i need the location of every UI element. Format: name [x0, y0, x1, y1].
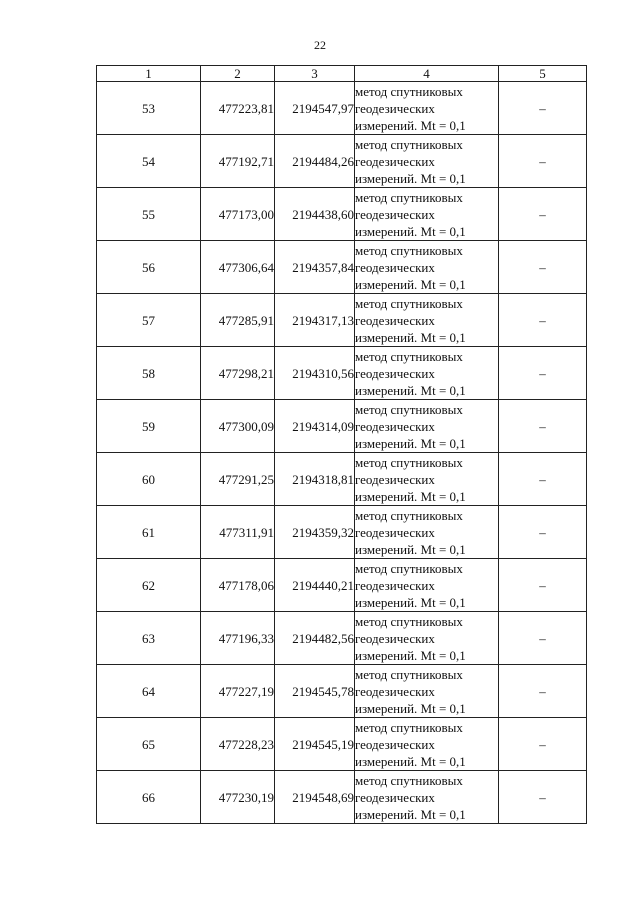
method-cell: метод спутниковых геодезических измерений. Mt = 0,1 [355, 453, 499, 506]
y-coordinate-cell: 2194482,56 [275, 612, 355, 665]
point-number-cell: 57 [97, 294, 201, 347]
y-coordinate-cell: 2194314,09 [275, 400, 355, 453]
table-row [97, 294, 587, 347]
header-col-4: 4 [355, 66, 499, 82]
note-cell: – [499, 188, 587, 241]
y-coordinate-cell: 2194545,19 [275, 718, 355, 771]
note-cell: – [499, 347, 587, 400]
y-coordinate-cell: 2194548,69 [275, 771, 355, 824]
point-number-cell: 61 [97, 506, 201, 559]
x-coordinate-cell: 477178,06 [201, 559, 275, 612]
point-number-cell: 64 [97, 665, 201, 718]
y-coordinate-cell: 2194318,81 [275, 453, 355, 506]
note-cell: – [499, 612, 587, 665]
note-cell: – [499, 771, 587, 824]
table-body [97, 82, 587, 824]
x-coordinate-cell: 477228,23 [201, 718, 275, 771]
y-coordinate-cell: 2194484,26 [275, 135, 355, 188]
note-cell: – [499, 294, 587, 347]
y-coordinate-cell: 2194438,60 [275, 188, 355, 241]
method-cell: метод спутниковых геодезических измерений. Mt = 0,1 [355, 559, 499, 612]
point-number-cell: 58 [97, 347, 201, 400]
point-number-cell: 53 [97, 82, 201, 135]
point-number-cell: 54 [97, 135, 201, 188]
note-cell: – [499, 559, 587, 612]
note-cell: – [499, 506, 587, 559]
note-cell: – [499, 241, 587, 294]
x-coordinate-cell: 477291,25 [201, 453, 275, 506]
point-number-cell: 62 [97, 559, 201, 612]
y-coordinate-cell: 2194359,32 [275, 506, 355, 559]
table-row [97, 241, 587, 294]
note-cell: – [499, 82, 587, 135]
method-cell: метод спутниковых геодезических измерений. Mt = 0,1 [355, 294, 499, 347]
y-coordinate-cell: 2194310,56 [275, 347, 355, 400]
x-coordinate-cell: 477300,09 [201, 400, 275, 453]
note-cell: – [499, 135, 587, 188]
method-cell: метод спутниковых геодезических измерений. Mt = 0,1 [355, 612, 499, 665]
method-cell: метод спутниковых геодезических измерений. Mt = 0,1 [355, 82, 499, 135]
x-coordinate-cell: 477192,71 [201, 135, 275, 188]
method-cell: метод спутниковых геодезических измерений. Mt = 0,1 [355, 718, 499, 771]
table-header-row [97, 66, 587, 82]
table-row [97, 612, 587, 665]
table-row [97, 347, 587, 400]
table-row [97, 771, 587, 824]
y-coordinate-cell: 2194547,97 [275, 82, 355, 135]
method-cell: метод спутниковых геодезических измерений. Mt = 0,1 [355, 135, 499, 188]
table-row [97, 506, 587, 559]
table-row [97, 718, 587, 771]
table-row [97, 82, 587, 135]
x-coordinate-cell: 477223,81 [201, 82, 275, 135]
table-row [97, 559, 587, 612]
method-cell: метод спутниковых геодезических измерений. Mt = 0,1 [355, 400, 499, 453]
x-coordinate-cell: 477230,19 [201, 771, 275, 824]
table-row [97, 665, 587, 718]
table-row [97, 188, 587, 241]
point-number-cell: 66 [97, 771, 201, 824]
method-cell: метод спутниковых геодезических измерений. Mt = 0,1 [355, 771, 499, 824]
note-cell: – [499, 400, 587, 453]
header-col-5: 5 [499, 66, 587, 82]
x-coordinate-cell: 477311,91 [201, 506, 275, 559]
table-row [97, 135, 587, 188]
y-coordinate-cell: 2194357,84 [275, 241, 355, 294]
y-coordinate-cell: 2194317,13 [275, 294, 355, 347]
note-cell: – [499, 665, 587, 718]
method-cell: метод спутниковых геодезических измерений. Mt = 0,1 [355, 188, 499, 241]
method-cell: метод спутниковых геодезических измерений. Mt = 0,1 [355, 665, 499, 718]
coordinates-table [96, 65, 587, 824]
table-row [97, 400, 587, 453]
x-coordinate-cell: 477196,33 [201, 612, 275, 665]
method-cell: метод спутниковых геодезических измерений. Mt = 0,1 [355, 506, 499, 559]
x-coordinate-cell: 477306,64 [201, 241, 275, 294]
y-coordinate-cell: 2194545,78 [275, 665, 355, 718]
point-number-cell: 56 [97, 241, 201, 294]
x-coordinate-cell: 477173,00 [201, 188, 275, 241]
header-col-3: 3 [275, 66, 355, 82]
point-number-cell: 55 [97, 188, 201, 241]
table-row [97, 453, 587, 506]
note-cell: – [499, 718, 587, 771]
method-cell: метод спутниковых геодезических измерений. Mt = 0,1 [355, 347, 499, 400]
header-col-1: 1 [97, 66, 201, 82]
x-coordinate-cell: 477285,91 [201, 294, 275, 347]
x-coordinate-cell: 477227,19 [201, 665, 275, 718]
point-number-cell: 60 [97, 453, 201, 506]
point-number-cell: 59 [97, 400, 201, 453]
y-coordinate-cell: 2194440,21 [275, 559, 355, 612]
x-coordinate-cell: 477298,21 [201, 347, 275, 400]
point-number-cell: 65 [97, 718, 201, 771]
header-col-2: 2 [201, 66, 275, 82]
note-cell: – [499, 453, 587, 506]
page-number: 22 [314, 38, 326, 52]
point-number-cell: 63 [97, 612, 201, 665]
method-cell: метод спутниковых геодезических измерений. Mt = 0,1 [355, 241, 499, 294]
